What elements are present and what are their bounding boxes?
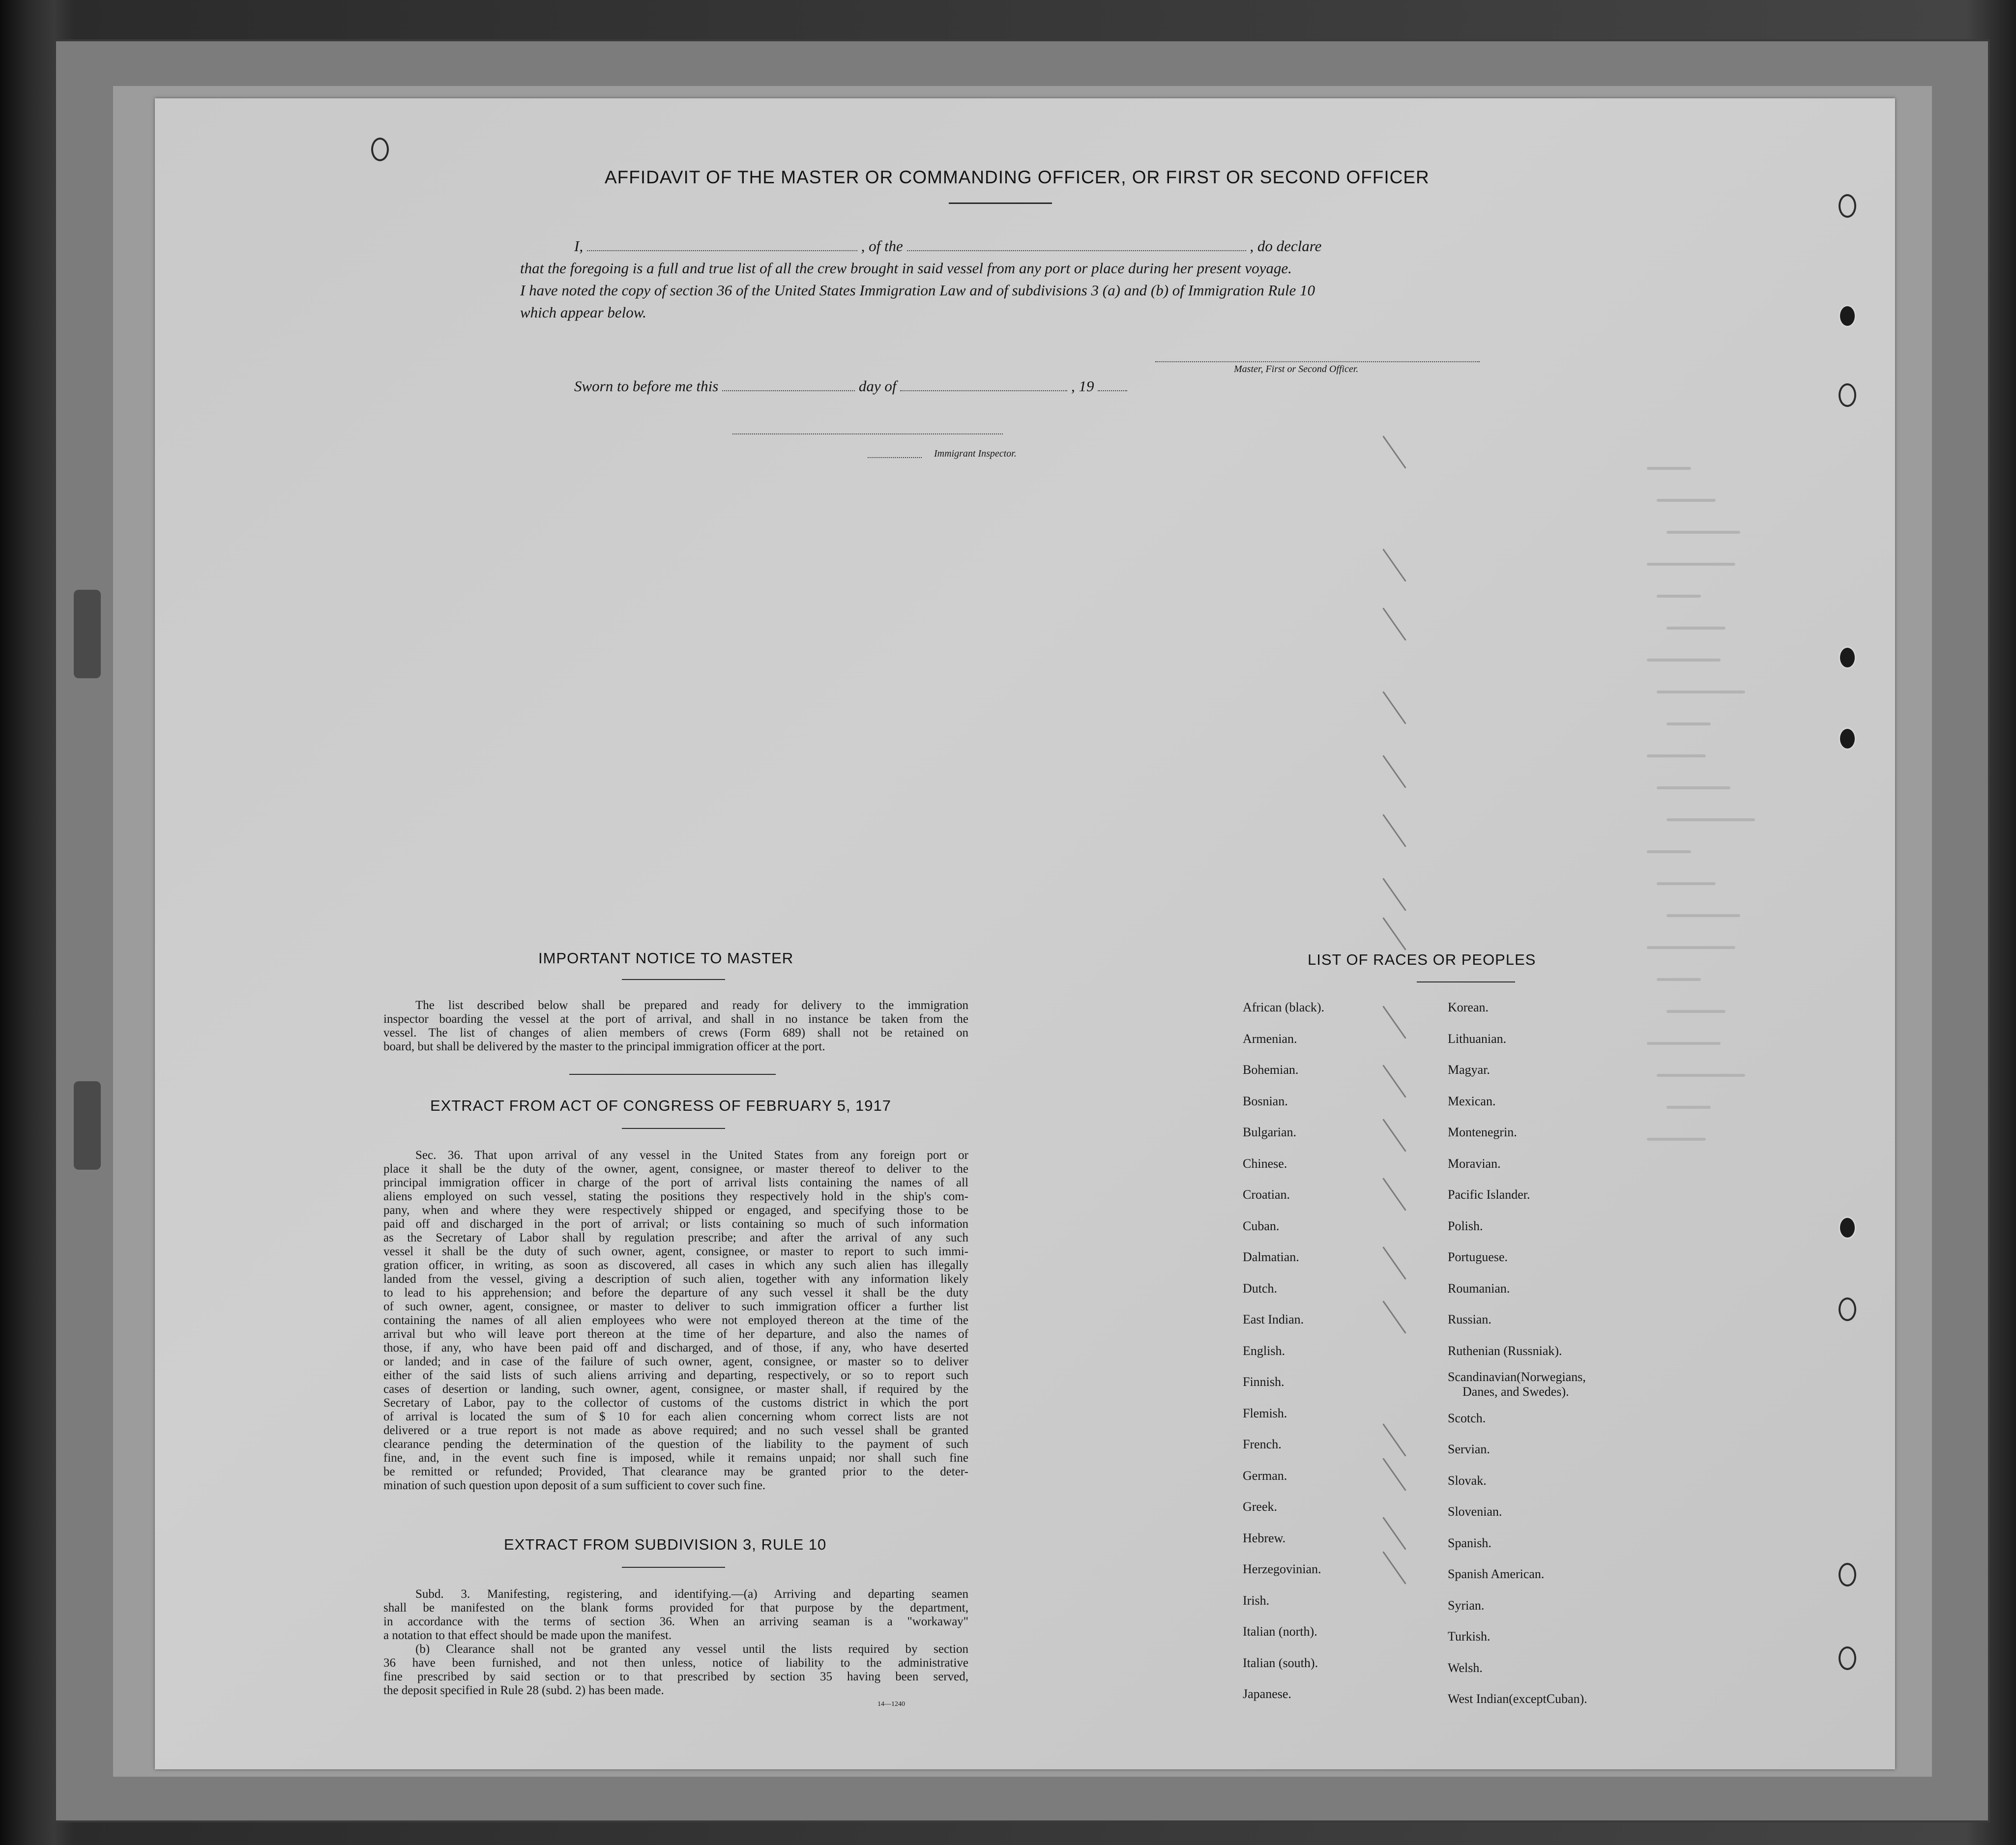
race-item: Slovenian. bbox=[1448, 1504, 1502, 1519]
manifest-page bbox=[155, 98, 1895, 1769]
extract-act-line: fine, and, in the event such fine is imposed, while it remains unpaid; nor shall such fine bbox=[383, 1451, 968, 1465]
race-item: Spanish. bbox=[1448, 1535, 1491, 1550]
race-item: Dalmatian. bbox=[1243, 1250, 1299, 1264]
declaration-line-2: that the foregoing is a full and true list of all the crew brought in said vessel from any port or place during her present voyage. bbox=[520, 259, 1292, 277]
punch-hole bbox=[1839, 1216, 1856, 1239]
races-rule bbox=[1417, 981, 1515, 982]
punch-hole bbox=[1839, 305, 1856, 327]
races-title: LIST OF RACES OR PEOPLES bbox=[1308, 951, 1536, 968]
extract-act-title: EXTRACT FROM ACT OF CONGRESS OF FEBRUARY 5, 1917 bbox=[430, 1097, 892, 1114]
race-item: German. bbox=[1243, 1468, 1287, 1483]
extract-act-line: of arrival is located the sum of $ 10 for each alien concerning whom correct lists are not bbox=[383, 1410, 968, 1423]
race-item: Syrian. bbox=[1448, 1598, 1485, 1613]
extract-rule-line: a notation to that effect should be made upon the manifest. bbox=[383, 1629, 672, 1642]
bleed-mark bbox=[1666, 914, 1740, 917]
punch-ring bbox=[1839, 1563, 1856, 1586]
race-item: Herzegovinian. bbox=[1243, 1562, 1321, 1576]
race-item: Montenegrin. bbox=[1448, 1125, 1517, 1139]
extract-act-line: be remitted or refunded; Provided, That clearance may be granted prior to the deter- bbox=[383, 1465, 968, 1478]
race-item: Cuban. bbox=[1243, 1218, 1280, 1233]
extract-act-line: Sec. 36. That upon arrival of any vessel in the United States from any foreign port or bbox=[415, 1149, 968, 1162]
race-item: Chinese. bbox=[1243, 1156, 1287, 1171]
race-item: Servian. bbox=[1448, 1442, 1490, 1456]
label-i: I, bbox=[574, 237, 584, 255]
punch-ring bbox=[1839, 1646, 1856, 1670]
title-rule bbox=[949, 202, 1052, 204]
master-name-field[interactable] bbox=[587, 238, 857, 251]
extract-act-line: delivered or a true report is not made as above required; and no such vessel shall be granted bbox=[383, 1424, 968, 1437]
race-item: East Indian. bbox=[1243, 1312, 1304, 1326]
extract-rule-line: 36 have been furnished, and not then unless, notice of liability to the administrative bbox=[383, 1656, 968, 1670]
inspector-caption: Immigrant Inspector. bbox=[934, 448, 1017, 459]
bleed-mark bbox=[1666, 531, 1740, 534]
declaration-line-1 bbox=[520, 235, 1498, 257]
race-item: Croatian. bbox=[1243, 1187, 1290, 1202]
notice-divider bbox=[569, 1074, 776, 1075]
bleed-mark bbox=[1666, 1106, 1711, 1109]
affidavit-declaration bbox=[520, 235, 1498, 323]
bleed-mark bbox=[1666, 722, 1711, 725]
bleed-mark bbox=[1657, 595, 1701, 598]
extract-rule-line: the deposit specified in Rule 28 (subd. 2) has been made. bbox=[383, 1684, 664, 1697]
race-item: West Indian(exceptCuban). bbox=[1448, 1692, 1587, 1706]
extract-act-line: paid off and discharged in the port of arrival; or lists containing so much of such information bbox=[383, 1217, 968, 1231]
race-item: Italian (north). bbox=[1243, 1624, 1317, 1639]
affidavit-title: AFFIDAVIT OF THE MASTER OR COMMANDING OFFICER, OR FIRST OR SECOND OFFICER bbox=[605, 167, 1430, 187]
day-of-label: day of bbox=[858, 377, 897, 395]
sworn-year-field[interactable] bbox=[1098, 378, 1127, 391]
bleed-mark bbox=[1647, 563, 1735, 566]
extract-act-line: either of the said lists of such aliens arriving and departing, respectively, or so to report such bbox=[383, 1369, 968, 1382]
bleed-mark bbox=[1666, 1010, 1725, 1013]
race-item: Bulgarian. bbox=[1243, 1125, 1297, 1139]
extract-act-line: pany, when and where they were respectively shipped or engaged, and specifying those to be bbox=[383, 1204, 968, 1217]
race-item: Polish. bbox=[1448, 1218, 1483, 1233]
race-item: Italian (south). bbox=[1243, 1655, 1318, 1670]
sworn-day-field[interactable] bbox=[722, 378, 855, 391]
bleed-mark bbox=[1666, 818, 1755, 821]
extract-rule-line: fine prescribed by said section or to that prescribed by section 35 having been served, bbox=[383, 1670, 968, 1683]
inspector-short-line bbox=[868, 457, 922, 458]
punch-ring bbox=[371, 138, 389, 161]
extract-act-rule bbox=[622, 1128, 725, 1129]
extract-act-line: vessel it shall be the duty of such owner, agent, consignee, or master to report to such immi- bbox=[383, 1245, 968, 1258]
race-item: Scandinavian(Norwegians, bbox=[1448, 1370, 1586, 1384]
binder-tab bbox=[74, 1081, 101, 1170]
race-item: Roumanian. bbox=[1448, 1281, 1510, 1296]
extract-rule-rule bbox=[622, 1567, 725, 1568]
extract-rule-body bbox=[383, 1587, 968, 1698]
notice-body bbox=[383, 999, 968, 1054]
bleed-mark bbox=[1647, 659, 1721, 662]
punch-ring bbox=[1839, 1297, 1856, 1321]
notice-line: vessel. The list of changes of alien members of crews (Form 689) shall not be retained on bbox=[383, 1026, 968, 1039]
race-item: Armenian. bbox=[1243, 1031, 1297, 1046]
extract-act-line: cases of desertion or landing, such owner, agent, consignee, or master shall, if required by the bbox=[383, 1383, 968, 1396]
bleed-mark bbox=[1647, 467, 1691, 470]
bleed-mark bbox=[1647, 754, 1706, 757]
extract-act-line: place it shall be the duty of the owner, agent, consignee, or master thereof to deliver to the bbox=[383, 1162, 968, 1176]
extract-act-line: as the Secretary of Labor shall by regulation prescribe; and after the arrival of any such bbox=[383, 1231, 968, 1244]
race-item: Moravian. bbox=[1448, 1156, 1501, 1171]
race-item: Bohemian. bbox=[1243, 1063, 1299, 1077]
extract-rule-line: in accordance with the terms of section 36. When an arriving seaman is a "workaway" bbox=[383, 1615, 968, 1628]
race-item: Turkish. bbox=[1448, 1629, 1490, 1643]
declaration-line-3: I have noted the copy of section 36 of the United States Immigration Law and of subdivisions 3 (a) and (b) of Immigration Rule 10 bbox=[520, 282, 1315, 299]
extract-act-line: principal immigration officer in charge of the port of arrival lists containing the names of all bbox=[383, 1176, 968, 1189]
extract-rule-line: shall be manifested on the blank forms provided for that purpose by the department, bbox=[383, 1601, 968, 1614]
race-item: Dutch. bbox=[1243, 1281, 1278, 1296]
extract-act-line: or landed; and in case of the failure of such owner, agent, consignee, or master so to deliver bbox=[383, 1355, 968, 1368]
extract-act-line: of such owner, agent, consignee, or master to deliver to such immigration officer a further list bbox=[383, 1300, 968, 1313]
race-item: Japanese. bbox=[1243, 1687, 1291, 1701]
race-item: Flemish. bbox=[1243, 1406, 1287, 1420]
punch-ring bbox=[1839, 383, 1856, 407]
bleed-mark bbox=[1657, 786, 1730, 789]
race-item: Lithuanian. bbox=[1448, 1031, 1507, 1046]
race-item: Slovak. bbox=[1448, 1473, 1487, 1488]
extract-act-line: to lead to his apprehension; and before the departure of any such vessel it shall be the duty bbox=[383, 1286, 968, 1299]
race-item: Pacific Islander. bbox=[1448, 1187, 1530, 1202]
race-item: Bosnian. bbox=[1243, 1094, 1288, 1108]
race-item: Russian. bbox=[1448, 1312, 1491, 1326]
inspector-signature-line[interactable] bbox=[732, 433, 1003, 434]
race-item: Portuguese. bbox=[1448, 1250, 1508, 1264]
bleed-mark bbox=[1657, 882, 1716, 885]
notice-line: board, but shall be delivered by the master to the principal immigration officer at the port. bbox=[383, 1040, 825, 1053]
notice-line: inspector boarding the vessel at the port of arrival, and shall in no instance be taken from the bbox=[383, 1012, 968, 1026]
notice-rule bbox=[622, 979, 725, 980]
vessel-name-field[interactable] bbox=[907, 238, 1246, 251]
extract-act-body bbox=[383, 1149, 968, 1493]
extract-act-line: gration officer, in writing, as soon as discovered, all cases in which any such alien has illegally bbox=[383, 1259, 968, 1272]
punch-hole bbox=[1839, 646, 1856, 669]
punch-hole bbox=[1839, 727, 1856, 750]
race-item: Korean. bbox=[1448, 1000, 1489, 1014]
race-item: French. bbox=[1243, 1437, 1282, 1451]
extract-rule-title: EXTRACT FROM SUBDIVISION 3, RULE 10 bbox=[504, 1536, 827, 1553]
extract-act-line: clearance pending the determination of the question of the liability to the payment of such bbox=[383, 1438, 968, 1451]
bleed-mark bbox=[1666, 627, 1725, 630]
label-do-declare: , do declare bbox=[1250, 237, 1322, 255]
bleed-mark bbox=[1647, 946, 1735, 949]
bleed-mark bbox=[1657, 1074, 1745, 1077]
sworn-label: Sworn to before me this bbox=[574, 377, 719, 395]
race-item: Magyar. bbox=[1448, 1063, 1490, 1077]
race-item: Danes, and Swedes). bbox=[1462, 1384, 1569, 1399]
race-item: Finnish. bbox=[1243, 1375, 1285, 1389]
extract-act-line: Secretary of Labor, pay to the collector of customs of the customs district in which the port bbox=[383, 1396, 968, 1410]
bleed-mark bbox=[1647, 850, 1691, 853]
race-item: Spanish American. bbox=[1448, 1567, 1545, 1581]
extract-act-line: those, if any, who have been paid off and discharged, and of those, if any, who have deserted bbox=[383, 1341, 968, 1355]
race-item: Hebrew. bbox=[1243, 1530, 1286, 1545]
sworn-line bbox=[574, 377, 1127, 395]
notice-line: The list described below shall be prepared and ready for delivery to the immigration bbox=[415, 999, 968, 1012]
race-item: English. bbox=[1243, 1343, 1285, 1358]
master-signature-caption: Master, First or Second Officer. bbox=[1234, 364, 1359, 375]
race-item: Irish. bbox=[1243, 1593, 1270, 1608]
notice-title: IMPORTANT NOTICE TO MASTER bbox=[538, 950, 794, 967]
bleed-mark bbox=[1647, 1042, 1721, 1045]
extract-rule-line: (b) Clearance shall not be granted any vessel until the lists required by section bbox=[415, 1643, 968, 1656]
binder-tab bbox=[74, 590, 101, 678]
extract-act-line: landed from the vessel, giving a description of such alien, together with any information likely bbox=[383, 1272, 968, 1286]
bleed-mark bbox=[1657, 499, 1716, 502]
extract-act-line: aliens employed on such vessel, stating the positions they respectively hold in the ship's com- bbox=[383, 1190, 968, 1203]
extract-act-line: mination of such question upon deposit of a sum sufficient to cover such fine. bbox=[383, 1479, 766, 1492]
race-item: Mexican. bbox=[1448, 1094, 1496, 1108]
bleed-mark bbox=[1657, 978, 1701, 981]
year-label: , 19 bbox=[1071, 377, 1094, 395]
race-item: African (black). bbox=[1243, 1000, 1325, 1014]
sworn-month-field[interactable] bbox=[900, 378, 1067, 391]
race-item: Greek. bbox=[1243, 1499, 1278, 1514]
extract-rule-line: Subd. 3. Manifesting, registering, and identifying.—(a) Arriving and departing seamen bbox=[415, 1587, 968, 1601]
race-item: Ruthenian (Russniak). bbox=[1448, 1343, 1562, 1358]
form-number: 14—1240 bbox=[877, 1701, 905, 1708]
bleed-mark bbox=[1657, 691, 1745, 693]
master-signature-line[interactable] bbox=[1155, 361, 1480, 362]
race-item: Welsh. bbox=[1448, 1660, 1483, 1675]
punch-ring bbox=[1839, 194, 1856, 218]
label-of-the: , of the bbox=[861, 237, 903, 255]
extract-act-line: containing the names of all alien employees who were not employed thereon at the time of the bbox=[383, 1314, 968, 1327]
race-item: Scotch. bbox=[1448, 1411, 1486, 1425]
extract-act-line: arrival but who will leave port thereon at the time of her departure, and also the names of bbox=[383, 1327, 968, 1341]
bleed-mark bbox=[1647, 1138, 1706, 1141]
declaration-line-4: which appear below. bbox=[520, 304, 646, 321]
